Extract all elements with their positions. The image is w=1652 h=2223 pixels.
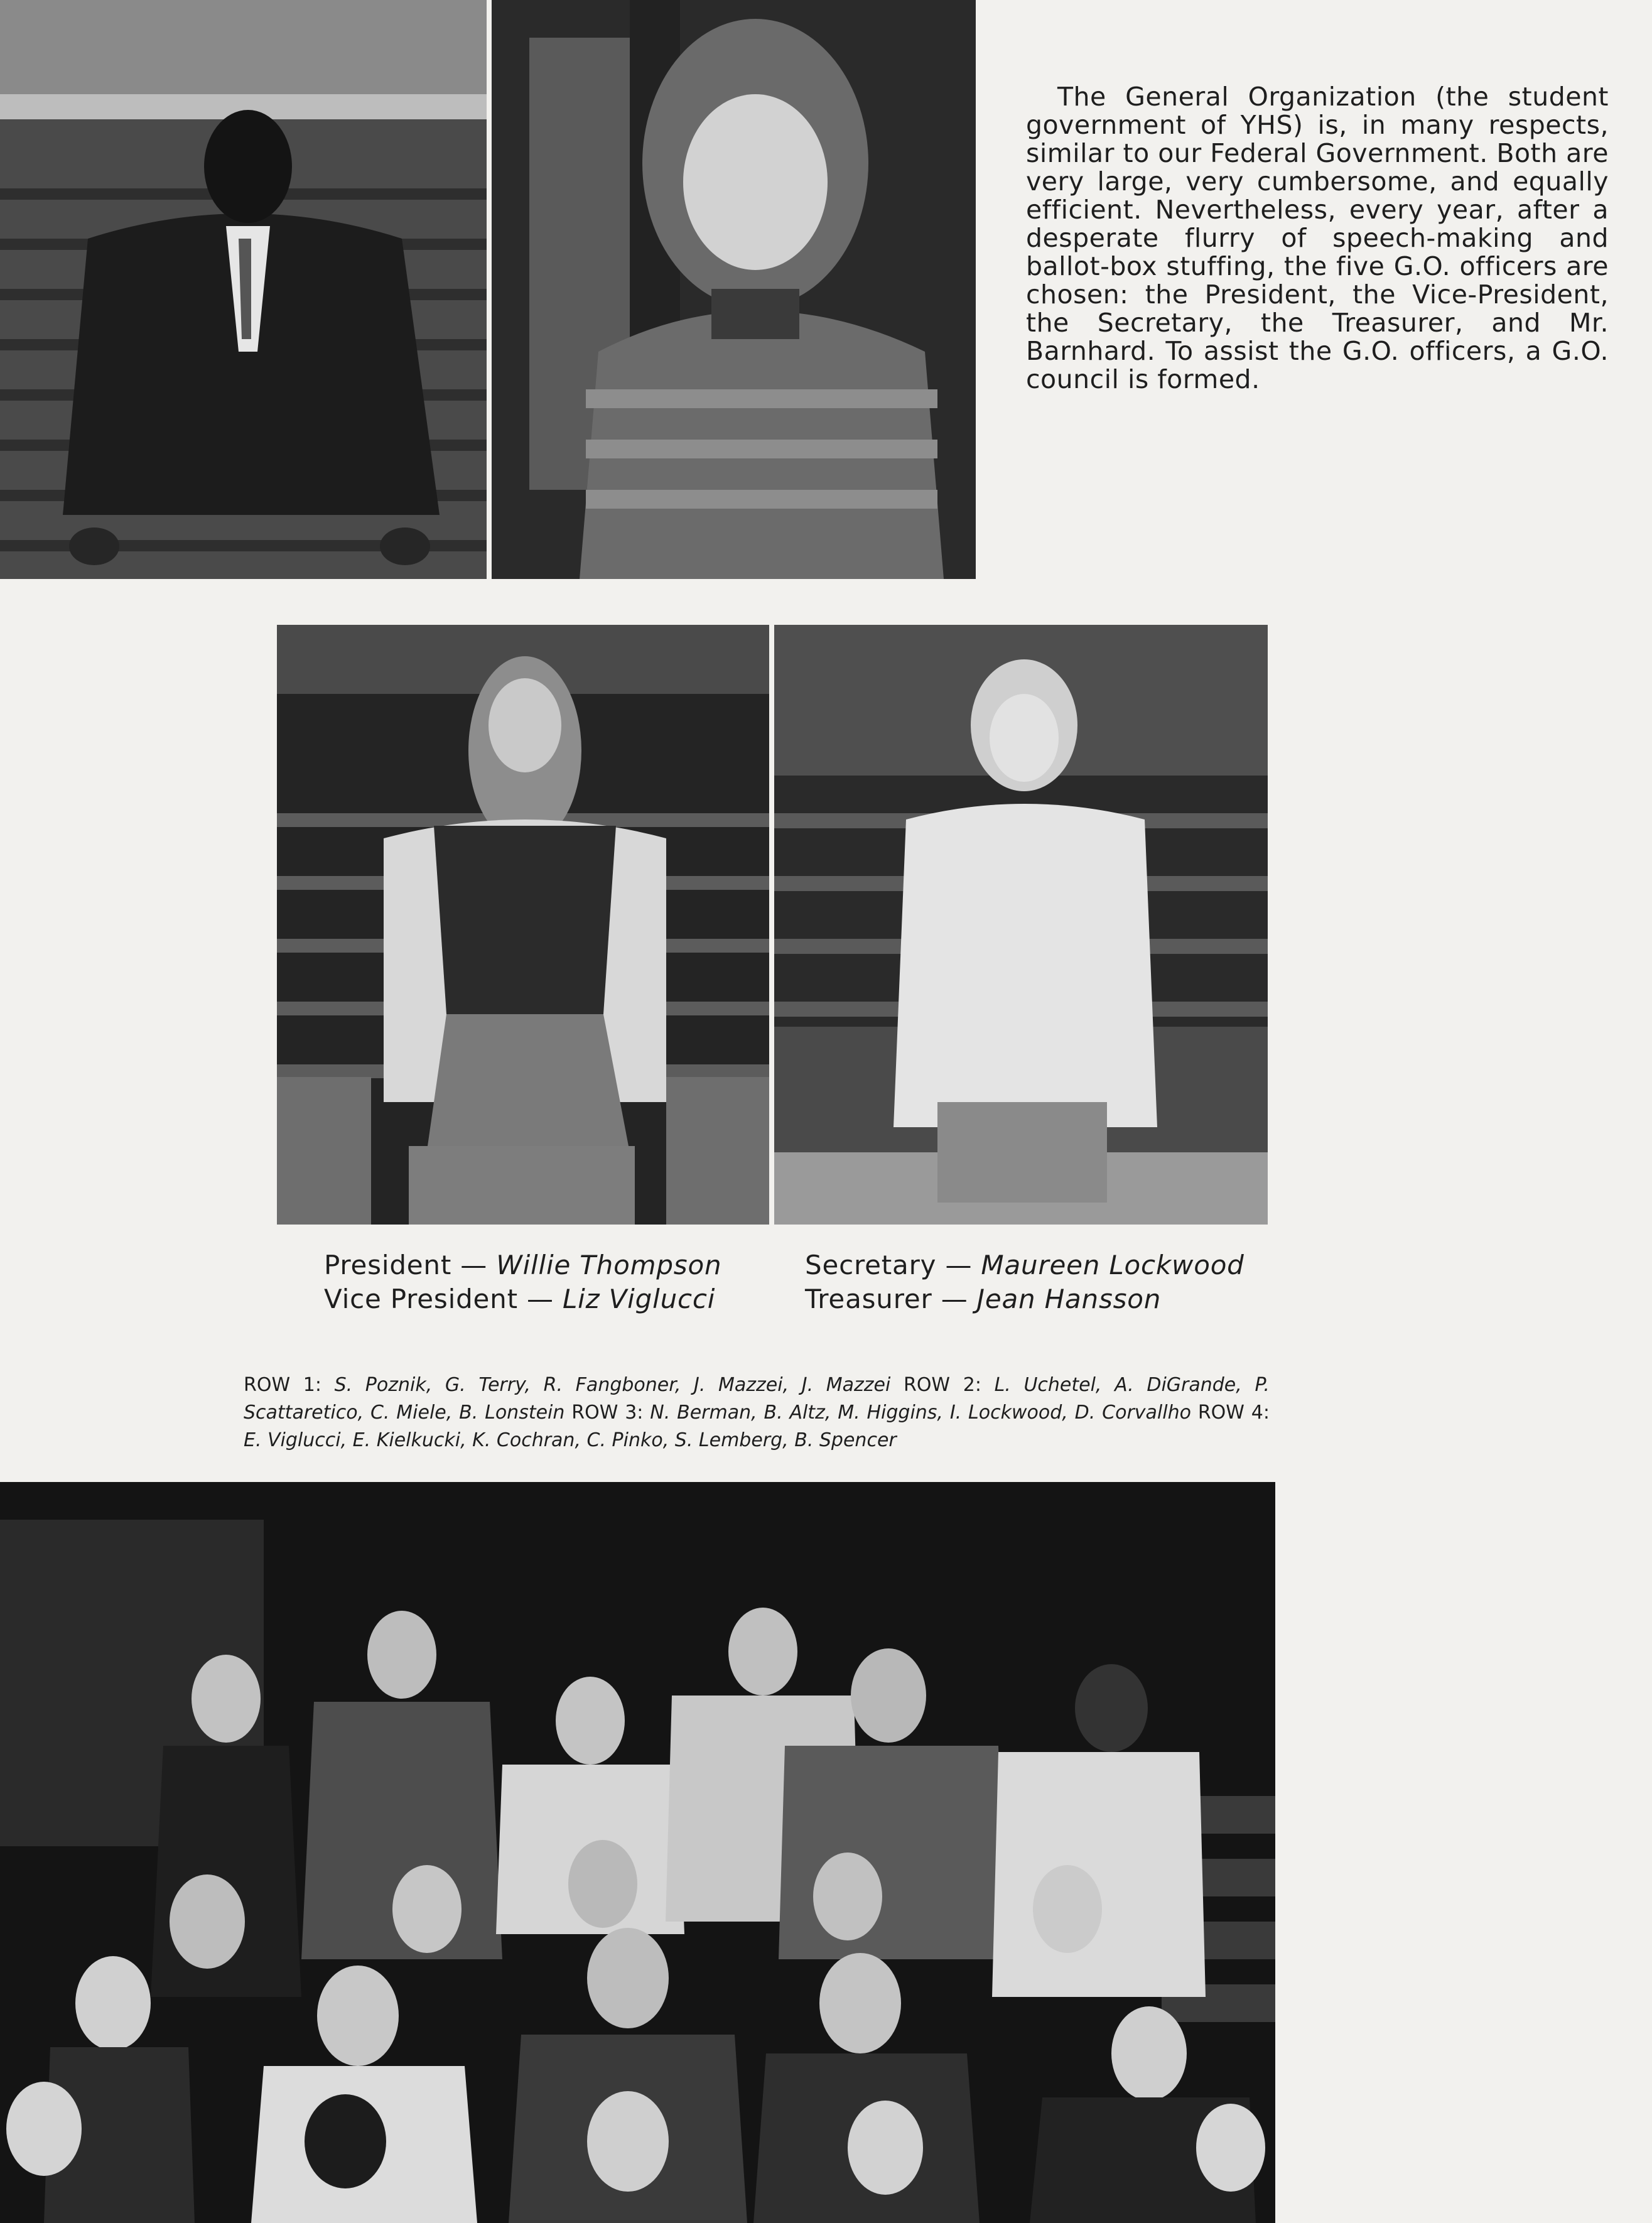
intro-paragraph: The General Organization (the student government of YHS) is, in many respects, similar to our Federal Government. Both are very large, very cumbersome, and equally efficient. Nevertheless, every year, after a desperate flurry of speech-making and ballot-box stuffing, the five G.O. officers are chosen: the President, the Vice-President, the Secretary, the Treasurer, and Mr. Barnhard. To assist the G.O. officers, a G.O. council is formed. xyxy=(1026,82,1609,394)
treasurer-caption: Treasurer — Jean Hansson xyxy=(805,1284,1162,1314)
council-group-photo xyxy=(0,1482,1275,2223)
president-name: Willie Thompson xyxy=(496,1250,722,1280)
officers-right-caption xyxy=(805,1248,1244,1316)
vice-president-caption: Vice President — Liz Viglucci xyxy=(324,1284,716,1314)
president-caption: President — Willie Thompson xyxy=(324,1250,722,1280)
secretary-name: Maureen Lockwood xyxy=(981,1250,1244,1280)
officers-left-caption xyxy=(324,1248,721,1316)
president-portrait-photo xyxy=(0,0,487,579)
council-caption: ROW 1: S. Poznik, G. Terry, R. Fangboner, J. Mazzei, J. Mazzei ROW 2: L. Uchetel, A. DiGrande, P. Scattaretico, C. Miele, B. Lonstein ROW 3: N. Berman, B. Altz, M. Higgins, I. Lockwood, D. Corvallho ROW 4: E. Viglucci, E. Kielkucki, K. Cochran, C. Pinko, S. Lemberg, B. Spencer xyxy=(244,1374,1270,1451)
portrait-woman-standing-photo xyxy=(774,625,1268,1225)
portrait-girl-striped-sweater-photo xyxy=(492,0,976,579)
vice-president-name: Liz Viglucci xyxy=(562,1284,716,1314)
secretary-caption: Secretary — Maureen Lockwood xyxy=(805,1250,1244,1280)
treasurer-name: Jean Hansson xyxy=(976,1284,1162,1314)
portrait-girl-seated-photo xyxy=(277,625,769,1225)
